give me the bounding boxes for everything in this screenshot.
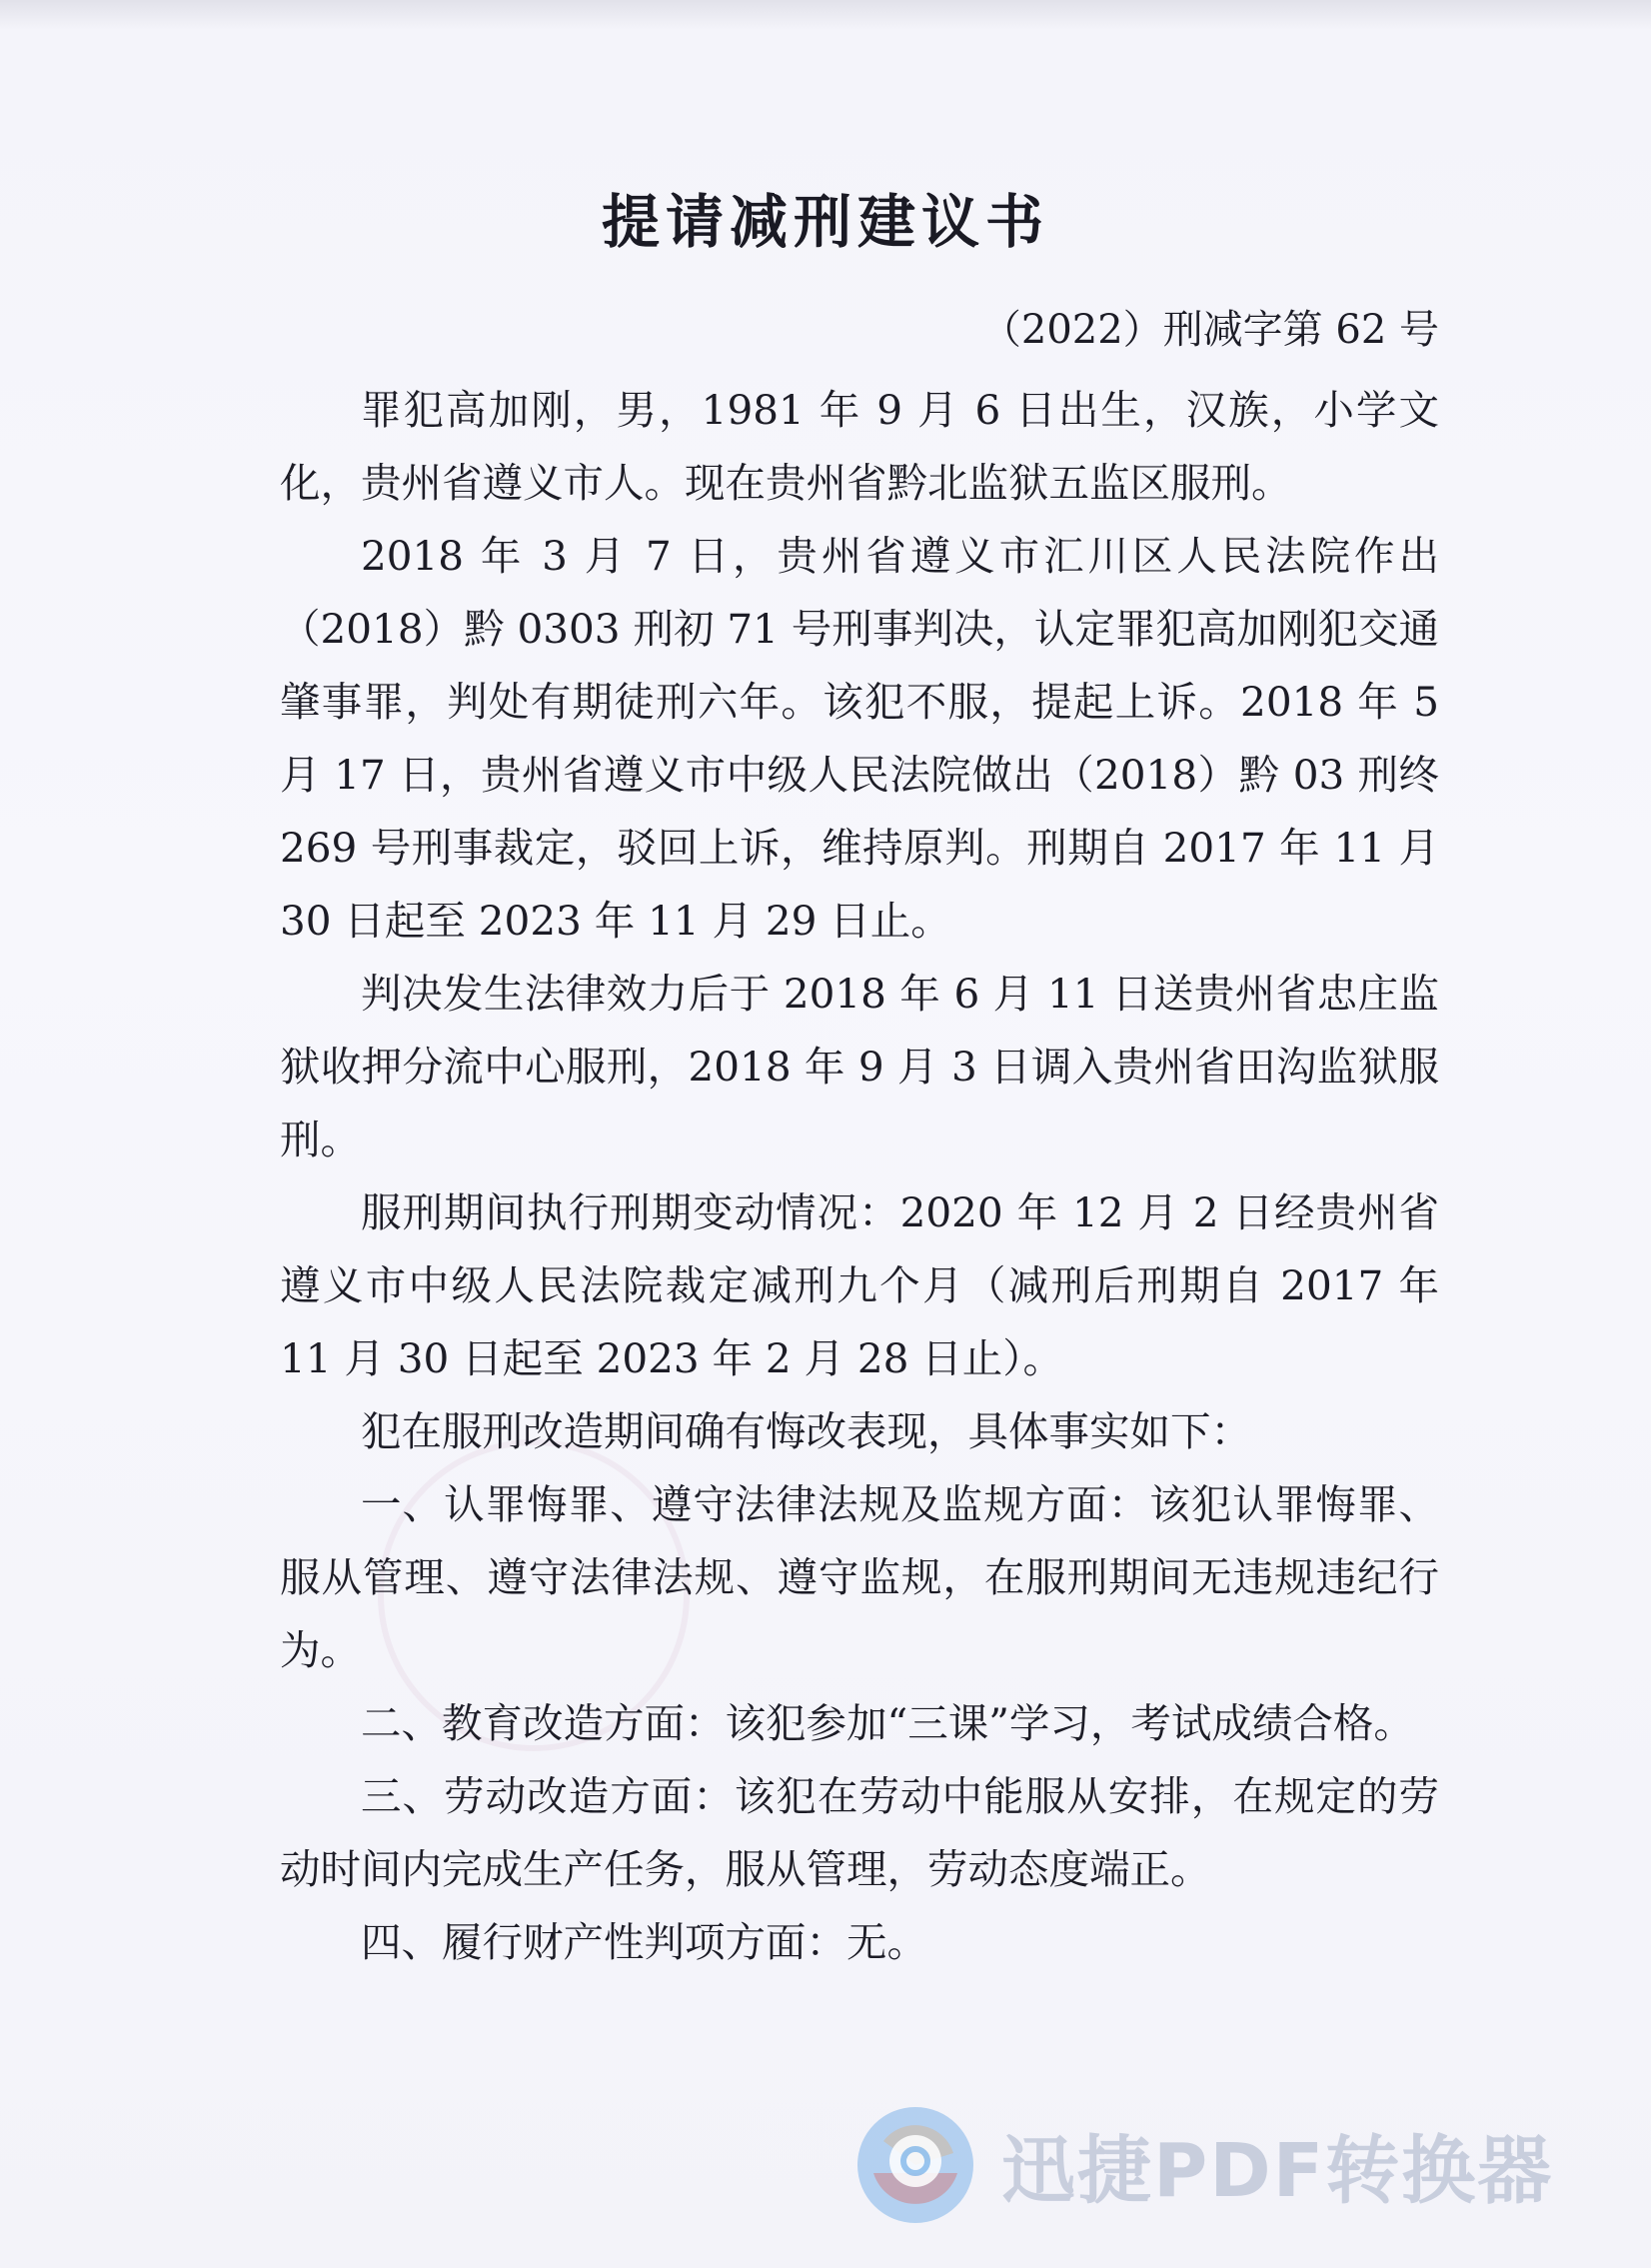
paragraph-fact-2: 二、教育改造方面：该犯参加“三课”学习，考试成绩合格。 xyxy=(361,1699,1414,1747)
paragraph-sentence-change: 服刑期间执行刑期变动情况：2020 年 12 月 2 日经贵州省遵义市中级人民法院裁定减刑九个月（减刑后刑期自 2017 年 11 月 30 日起至 2023 年 2 月 28 日止）。 xyxy=(280,1188,1439,1382)
scan-edge-shadow xyxy=(0,0,1651,30)
paragraph-criminal-info: 罪犯高加刚，男，1981 年 9 月 6 日出生，汉族，小学文化，贵州省遵义市人。现在贵州省黔北监狱五监区服刑。 xyxy=(280,386,1439,507)
paragraph-transfer: 判决发生法律效力后于 2018 年 6 月 11 日送贵州省忠庄监狱收押分流中心服刑，2018 年 9 月 3 日调入贵州省田沟监狱服刑。 xyxy=(280,970,1439,1163)
watermark-text: 迅捷PDF转换器 xyxy=(1001,2128,1554,2214)
paragraph-fact-4: 四、履行财产性判项方面：无。 xyxy=(361,1918,927,1966)
document-number: （2022）刑减字第 62 号 xyxy=(980,307,1439,353)
paragraph-facts-intro: 犯在服刑改造期间确有悔改表现，具体事实如下： xyxy=(361,1407,1251,1455)
xunjie-logo-icon xyxy=(853,2103,977,2227)
document-title: 提请减刑建议书 xyxy=(601,188,1049,256)
paragraph-fact-3: 三、劳动改造方面：该犯在劳动中能服从安排，在规定的劳动时间内完成生产任务，服从管理，劳动态度端正。 xyxy=(280,1772,1439,1893)
document-body xyxy=(280,374,1439,1979)
paragraph-judgment: 2018 年 3 月 7 日，贵州省遵义市汇川区人民法院作出（2018）黔 0303 刑初 71 号刑事判决，认定罪犯高加刚犯交通肇事罪，判处有期徒刑六年。该犯不服，提起上诉。2018 年 5 月 17 日，贵州省遵义市中级人民法院做出（2018）黔 03 刑终 269 号刑事裁定，驳回上诉，维持原判。刑期自 2017 年 11 月 30 日起至 2023 年 11 月 29 日止。 xyxy=(280,532,1439,945)
watermark xyxy=(853,2103,1553,2227)
paragraph-fact-1: 一、认罪悔罪、遵守法律法规及监规方面：该犯认罪悔罪、服从管理、遵守法律法规、遵守监规，在服刑期间无违规违纪行为。 xyxy=(280,1480,1439,1674)
